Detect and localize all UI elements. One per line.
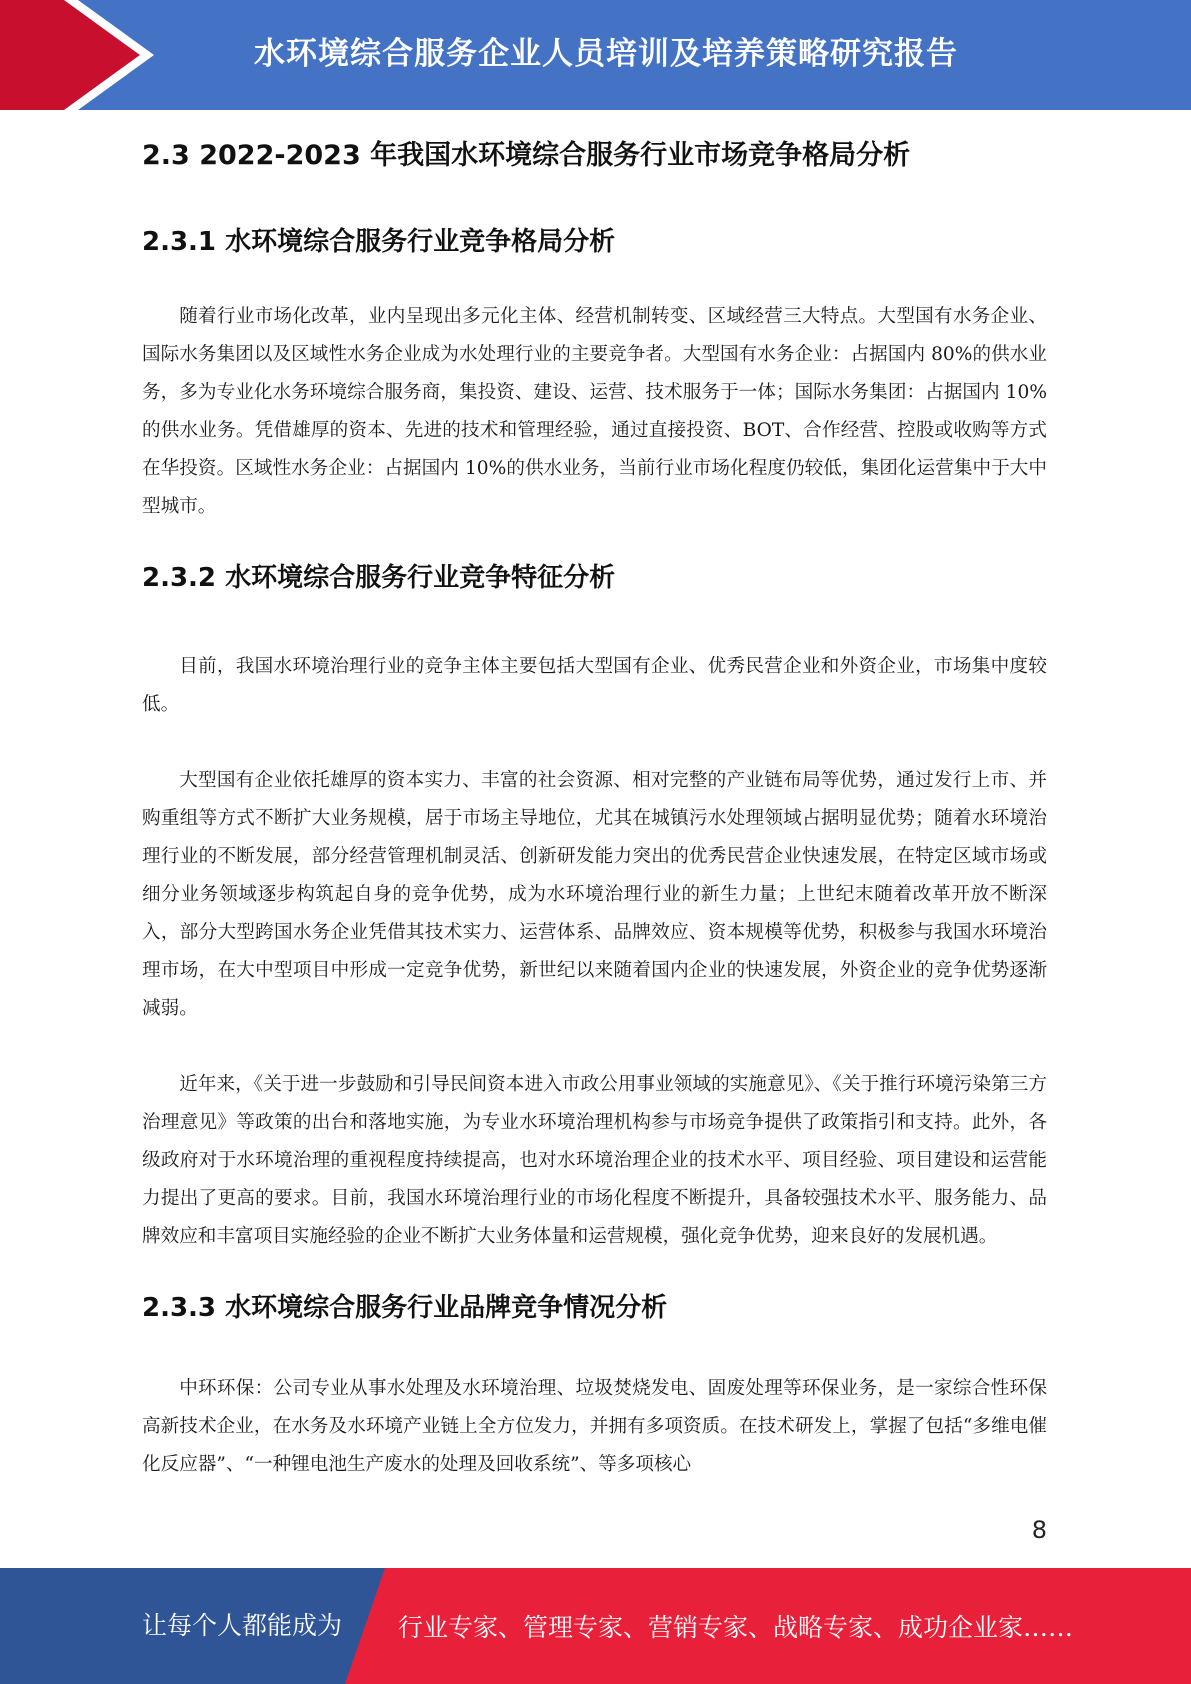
paragraph: 目前，我国水环境治理行业的竞争主体主要包括大型国有企业、优秀民营企业和外资企业，市场集中度较低。: [142, 656, 1047, 715]
page-header: [0, 0, 1191, 110]
footer-slogan-right: 行业专家、管理专家、营销专家、战略专家、成功企业家……: [398, 1613, 1074, 1642]
subsection-heading-2-3-1: 2.3.1 水环境综合服务行业竞争格局分析: [142, 227, 616, 257]
footer-slogan-left: 让每个人都能成为: [142, 1611, 343, 1640]
subsection-heading-2-3-3: 2.3.3 水环境综合服务行业品牌竞争情况分析: [142, 1293, 668, 1323]
paragraph: 近年来，《关于进一步鼓励和引导民间资本进入市政公用事业领域的实施意见》、《关于推行环境污染第三方治理意见》等政策的出台和落地实施，为专业水环境治理机构参与市场竞争提供了政策指引和支持。此外，各级政府对于水环境治理的重视程度持续提高，也对水环境治理企业的技术水平、项目经验、项目建设和运营能力提出了更高的要求。目前，我国水环境治理行业的市场化程度不断提升，具备较强技术水平、服务能力、品牌效应和丰富项目实施经验的企业不断扩大业务体量和运营规模，强化竞争优势，迎来良好的发展机遇。: [142, 1074, 1047, 1247]
paragraph: 中环环保：公司专业从事水处理及水环境治理、垃圾焚烧发电、固废处理等环保业务，是一家综合性环保高新技术企业，在水务及水环境产业链上全方位发力，并拥有多项资质。在技术研发上，掌握了包括“多维电催化反应器”、“一种锂电池生产废水的处理及回收系统”、等多项核心: [142, 1378, 1047, 1475]
page-number: 8: [1031, 1516, 1047, 1544]
paragraph: 大型国有企业依托雄厚的资本实力、丰富的社会资源、相对完整的产业链布局等优势，通过发行上市、并购重组等方式不断扩大业务规模，居于市场主导地位，尤其在城镇污水处理领域占据明显优势；随着水环境治理行业的不断发展，部分经营管理机制灵活、创新研发能力突出的优秀民营企业快速发展，在特定区域市场或细分业务领域逐步构筑起自身的竞争优势，成为水环境治理行业的新生力量；上世纪末随着改革开放不断深入，部分大型跨国水务企业凭借其技术实力、运营体系、品牌效应、资本规模等优势，积极参与我国水环境治理市场，在大中型项目中形成一定竞争优势，新世纪以来随着国内企业的快速发展，外资企业的竞争优势逐渐减弱。: [142, 770, 1047, 1019]
page-content: [142, 128, 1047, 1484]
header-title: 水环境综合服务企业人员培训及培养策略研究报告: [254, 36, 958, 72]
paragraph: 随着行业市场化改革，业内呈现出多元化主体、经营机制转变、区域经营三大特点。大型国有水务企业、国际水务集团以及区域性水务企业成为水处理行业的主要竞争者。大型国有水务企业：占据国内 80%的供水业务，多为专业化水务环境综合服务商，集投资、建设、运营、技术服务于一体；国际水务集团：占据国内 10%的供水业务。凭借雄厚的资本、先进的技术和管理经验，通过直接投资、BOT、合作经营、控股或收购等方式在华投资。区域性水务企业：占据国内 10%的供水业务，当前行业市场化程度仍较低，集团化运营集中于大中型城市。: [142, 306, 1047, 517]
subsection-heading-2-3-2: 2.3.2 水环境综合服务行业竞争特征分析: [142, 563, 616, 593]
section-heading: 2.3 2022-2023 年我国水环境综合服务行业市场竞争格局分析: [142, 140, 911, 171]
page-footer: [0, 1568, 1191, 1684]
